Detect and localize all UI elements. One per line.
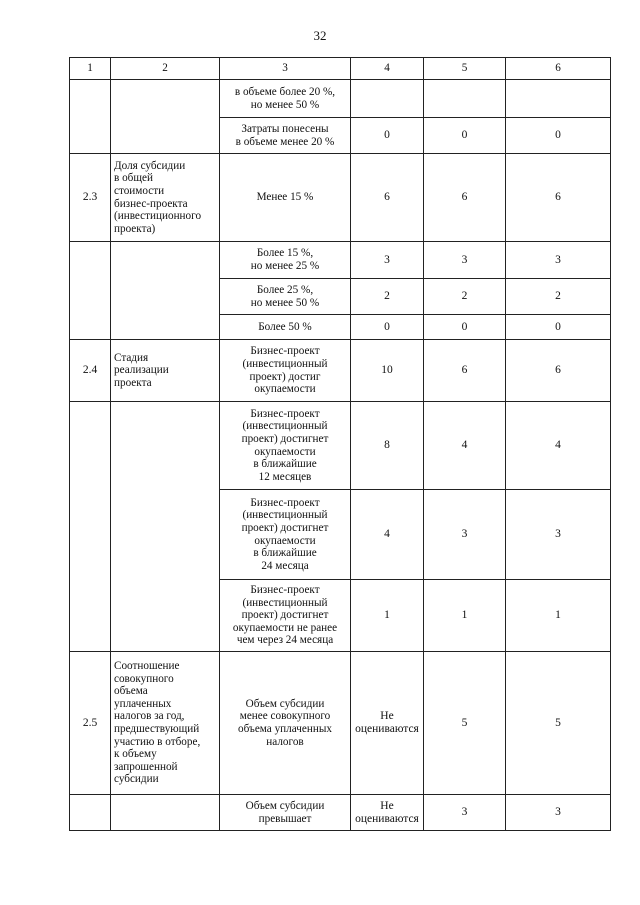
condition-cell: Бизнес-проект (инвестиционный проект) достиг окупаемости (220, 340, 351, 402)
score-cell (506, 80, 611, 118)
score-cell: 1 (351, 580, 424, 652)
table-row (70, 402, 611, 490)
score-cell: 3 (351, 242, 424, 279)
header-cell: 3 (220, 58, 351, 80)
page-number: 32 (313, 28, 327, 43)
table-row (70, 242, 611, 279)
score-cell: 8 (351, 402, 424, 490)
score-cell: 2 (424, 279, 506, 315)
criterion-cell (111, 242, 220, 340)
row-number (70, 242, 111, 340)
score-cell: 1 (424, 580, 506, 652)
score-cell: 3 (506, 242, 611, 279)
score-cell: 2 (351, 279, 424, 315)
score-cell (424, 80, 506, 118)
condition-cell: Бизнес-проект (инвестиционный проект) достигнет окупаемости в ближайшие 12 месяцев (220, 402, 351, 490)
criterion-cell: Стадия реализации проекта (111, 340, 220, 402)
criterion-cell (111, 402, 220, 652)
score-cell: 0 (424, 118, 506, 154)
score-cell: 6 (351, 154, 424, 242)
score-cell: 3 (424, 242, 506, 279)
score-cell: 10 (351, 340, 424, 402)
row-number: 2.4 (70, 340, 111, 402)
condition-cell: Более 50 % (220, 315, 351, 340)
score-cell: 4 (351, 490, 424, 580)
table-header-row (70, 58, 611, 80)
criterion-cell: Соотношение совокупного объема уплаченных налогов за год, предшествующий участию в отборе, к объему запрошенной субсидии (111, 652, 220, 795)
condition-cell: в объеме более 20 %, но менее 50 % (220, 80, 351, 118)
condition-cell: Менее 15 % (220, 154, 351, 242)
row-number (70, 795, 111, 831)
row-number (70, 80, 111, 154)
table-row (70, 795, 611, 831)
header-cell: 5 (424, 58, 506, 80)
condition-cell: Более 25 %, но менее 50 % (220, 279, 351, 315)
score-cell: 6 (506, 154, 611, 242)
table-row (70, 340, 611, 402)
score-cell: 2 (506, 279, 611, 315)
condition-cell: Объем субсидии менее совокупного объема уплаченных налогов (220, 652, 351, 795)
table-row (70, 652, 611, 795)
score-cell: 0 (506, 118, 611, 154)
row-number: 2.3 (70, 154, 111, 242)
score-cell: 4 (506, 402, 611, 490)
condition-cell: Затраты понесены в объеме менее 20 % (220, 118, 351, 154)
score-cell: 0 (424, 315, 506, 340)
condition-cell: Объем субсидии превышает (220, 795, 351, 831)
score-cell: Не оцениваются (351, 795, 424, 831)
score-cell: 0 (351, 315, 424, 340)
score-cell: 6 (424, 154, 506, 242)
score-cell: Не оцениваются (351, 652, 424, 795)
condition-cell: Более 15 %, но менее 25 % (220, 242, 351, 279)
row-number: 2.5 (70, 652, 111, 795)
table-row (70, 154, 611, 242)
score-cell: 6 (506, 340, 611, 402)
score-cell: 3 (424, 490, 506, 580)
condition-cell: Бизнес-проект (инвестиционный проект) достигнет окупаемости не ранее чем через 24 месяца (220, 580, 351, 652)
score-cell: 4 (424, 402, 506, 490)
table-row (70, 80, 611, 118)
score-cell: 3 (506, 795, 611, 831)
score-cell (351, 80, 424, 118)
score-cell: 3 (506, 490, 611, 580)
header-cell: 4 (351, 58, 424, 80)
score-cell: 0 (506, 315, 611, 340)
criterion-cell (111, 80, 220, 154)
condition-cell: Бизнес-проект (инвестиционный проект) достигнет окупаемости в ближайшие 24 месяца (220, 490, 351, 580)
criteria-table (69, 57, 611, 831)
criterion-cell (111, 795, 220, 831)
header-cell: 2 (111, 58, 220, 80)
score-cell: 5 (506, 652, 611, 795)
header-cell: 1 (70, 58, 111, 80)
row-number (70, 402, 111, 652)
score-cell: 1 (506, 580, 611, 652)
score-cell: 5 (424, 652, 506, 795)
score-cell: 3 (424, 795, 506, 831)
criterion-cell: Доля субсидии в общей стоимости бизнес-проекта (инвестиционного проекта) (111, 154, 220, 242)
score-cell: 6 (424, 340, 506, 402)
score-cell: 0 (351, 118, 424, 154)
header-cell: 6 (506, 58, 611, 80)
